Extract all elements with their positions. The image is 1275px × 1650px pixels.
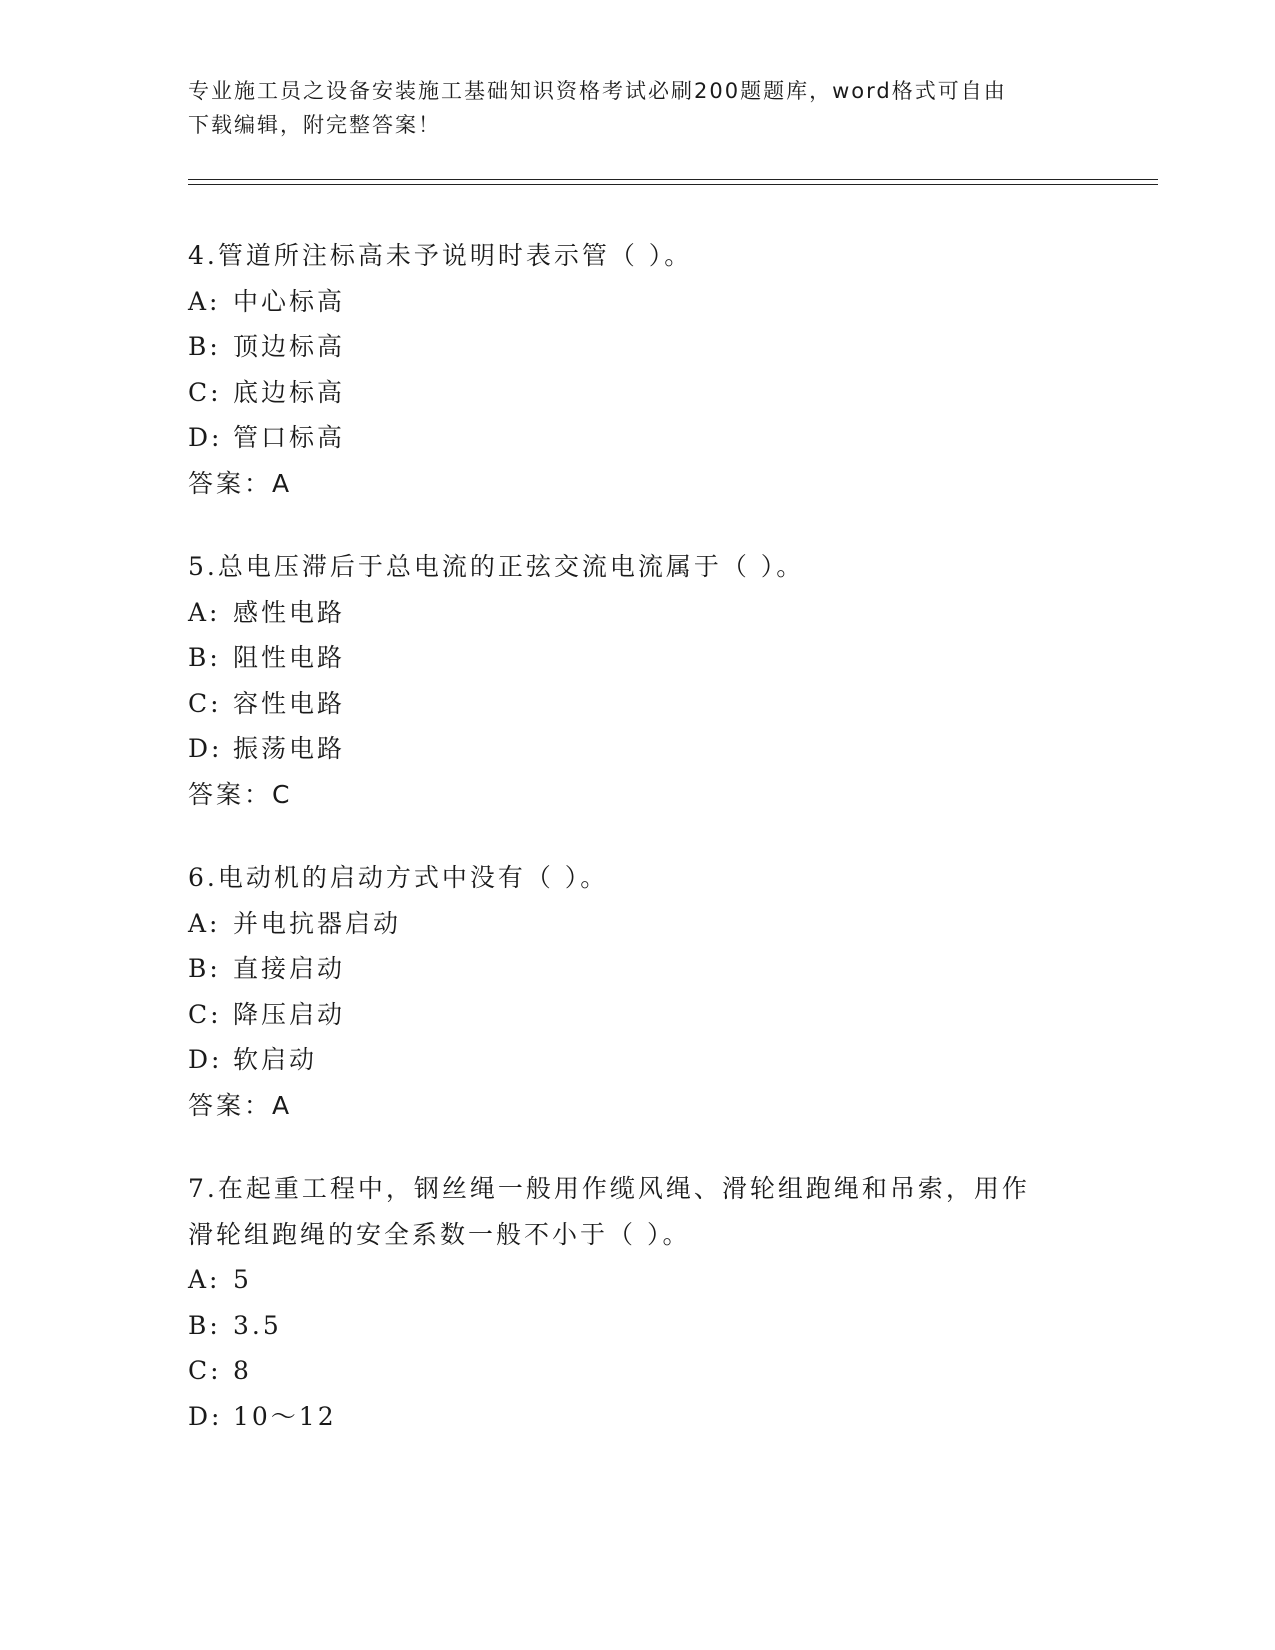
option-text: 阻性电路 (233, 643, 346, 672)
option-text: 8 (233, 1356, 252, 1385)
question-stem: 7.在起重工程中，钢丝绳一般用作缆风绳、滑轮组跑绳和吊索，用作 (188, 1174, 1030, 1203)
option-d (188, 415, 1088, 461)
question-4 (188, 233, 1088, 506)
option-letter: C: (188, 688, 222, 718)
option-letter: B: (188, 643, 221, 672)
option-a (188, 590, 1088, 636)
option-text: 感性电路 (233, 597, 346, 627)
answer-line: 答案：C (188, 779, 293, 809)
option-text: 顶边标高 (233, 332, 346, 361)
answer-line: 答案：A (188, 468, 293, 498)
question-stem: 6.电动机的启动方式中没有（ ）。 (188, 863, 609, 892)
option-letter: A: (188, 286, 221, 316)
option-b (188, 946, 1088, 992)
option-letter: D: (188, 423, 223, 452)
option-c (188, 992, 1088, 1038)
option-b (188, 635, 1088, 681)
option-b (188, 1303, 1088, 1349)
option-letter: D: (188, 734, 223, 763)
question-6 (188, 855, 1088, 1128)
option-letter: A: (188, 1265, 221, 1294)
question-stem: 5.总电压滞后于总电流的正弦交流电流属于（ ）。 (188, 552, 805, 581)
option-text: 管口标高 (233, 423, 346, 452)
option-text: 直接启动 (233, 954, 346, 983)
option-a (188, 279, 1088, 325)
option-text: 软启动 (233, 1045, 318, 1074)
header-line-1: 专业施工员之设备安装施工基础知识资格考试必刷200题题库，word格式可自由 (188, 79, 1007, 103)
option-text: 5 (233, 1265, 252, 1294)
option-text: 振荡电路 (233, 734, 346, 763)
option-letter: C: (188, 999, 222, 1029)
option-c (188, 370, 1088, 416)
header-line-2: 下载编辑，附完整答案！ (188, 113, 441, 137)
header-divider-top (188, 179, 1158, 180)
option-letter: D: (188, 1401, 223, 1431)
option-text: 降压启动 (233, 999, 346, 1029)
option-b (188, 324, 1088, 370)
option-letter: B: (188, 332, 221, 361)
question-5 (188, 544, 1088, 817)
option-text: 底边标高 (233, 377, 346, 407)
option-letter: D: (188, 1045, 223, 1074)
header-divider-bottom (188, 184, 1158, 185)
question-stem-continued: 滑轮组跑绳的安全系数一般不小于（ ）。 (188, 1219, 691, 1249)
option-d (188, 1394, 1088, 1440)
option-letter: B: (188, 1310, 221, 1340)
question-list (188, 233, 1088, 1477)
option-a (188, 1257, 1088, 1303)
option-text: 10～12 (233, 1401, 337, 1431)
option-d (188, 1037, 1088, 1083)
option-letter: C: (188, 1356, 222, 1385)
document-header (188, 74, 1088, 142)
answer-line: 答案：A (188, 1090, 293, 1120)
option-letter: A: (188, 597, 221, 627)
option-c (188, 681, 1088, 727)
option-letter: A: (188, 908, 221, 938)
option-a (188, 901, 1088, 947)
option-c (188, 1348, 1088, 1394)
question-7 (188, 1166, 1088, 1439)
option-text: 3.5 (233, 1310, 282, 1340)
option-letter: C: (188, 377, 222, 407)
option-letter: B: (188, 954, 221, 983)
option-text: 容性电路 (233, 688, 346, 718)
option-d (188, 726, 1088, 772)
option-text: 并电抗器启动 (233, 908, 402, 938)
question-stem: 4.管道所注标高未予说明时表示管（ ）。 (188, 241, 693, 270)
option-text: 中心标高 (233, 286, 346, 316)
